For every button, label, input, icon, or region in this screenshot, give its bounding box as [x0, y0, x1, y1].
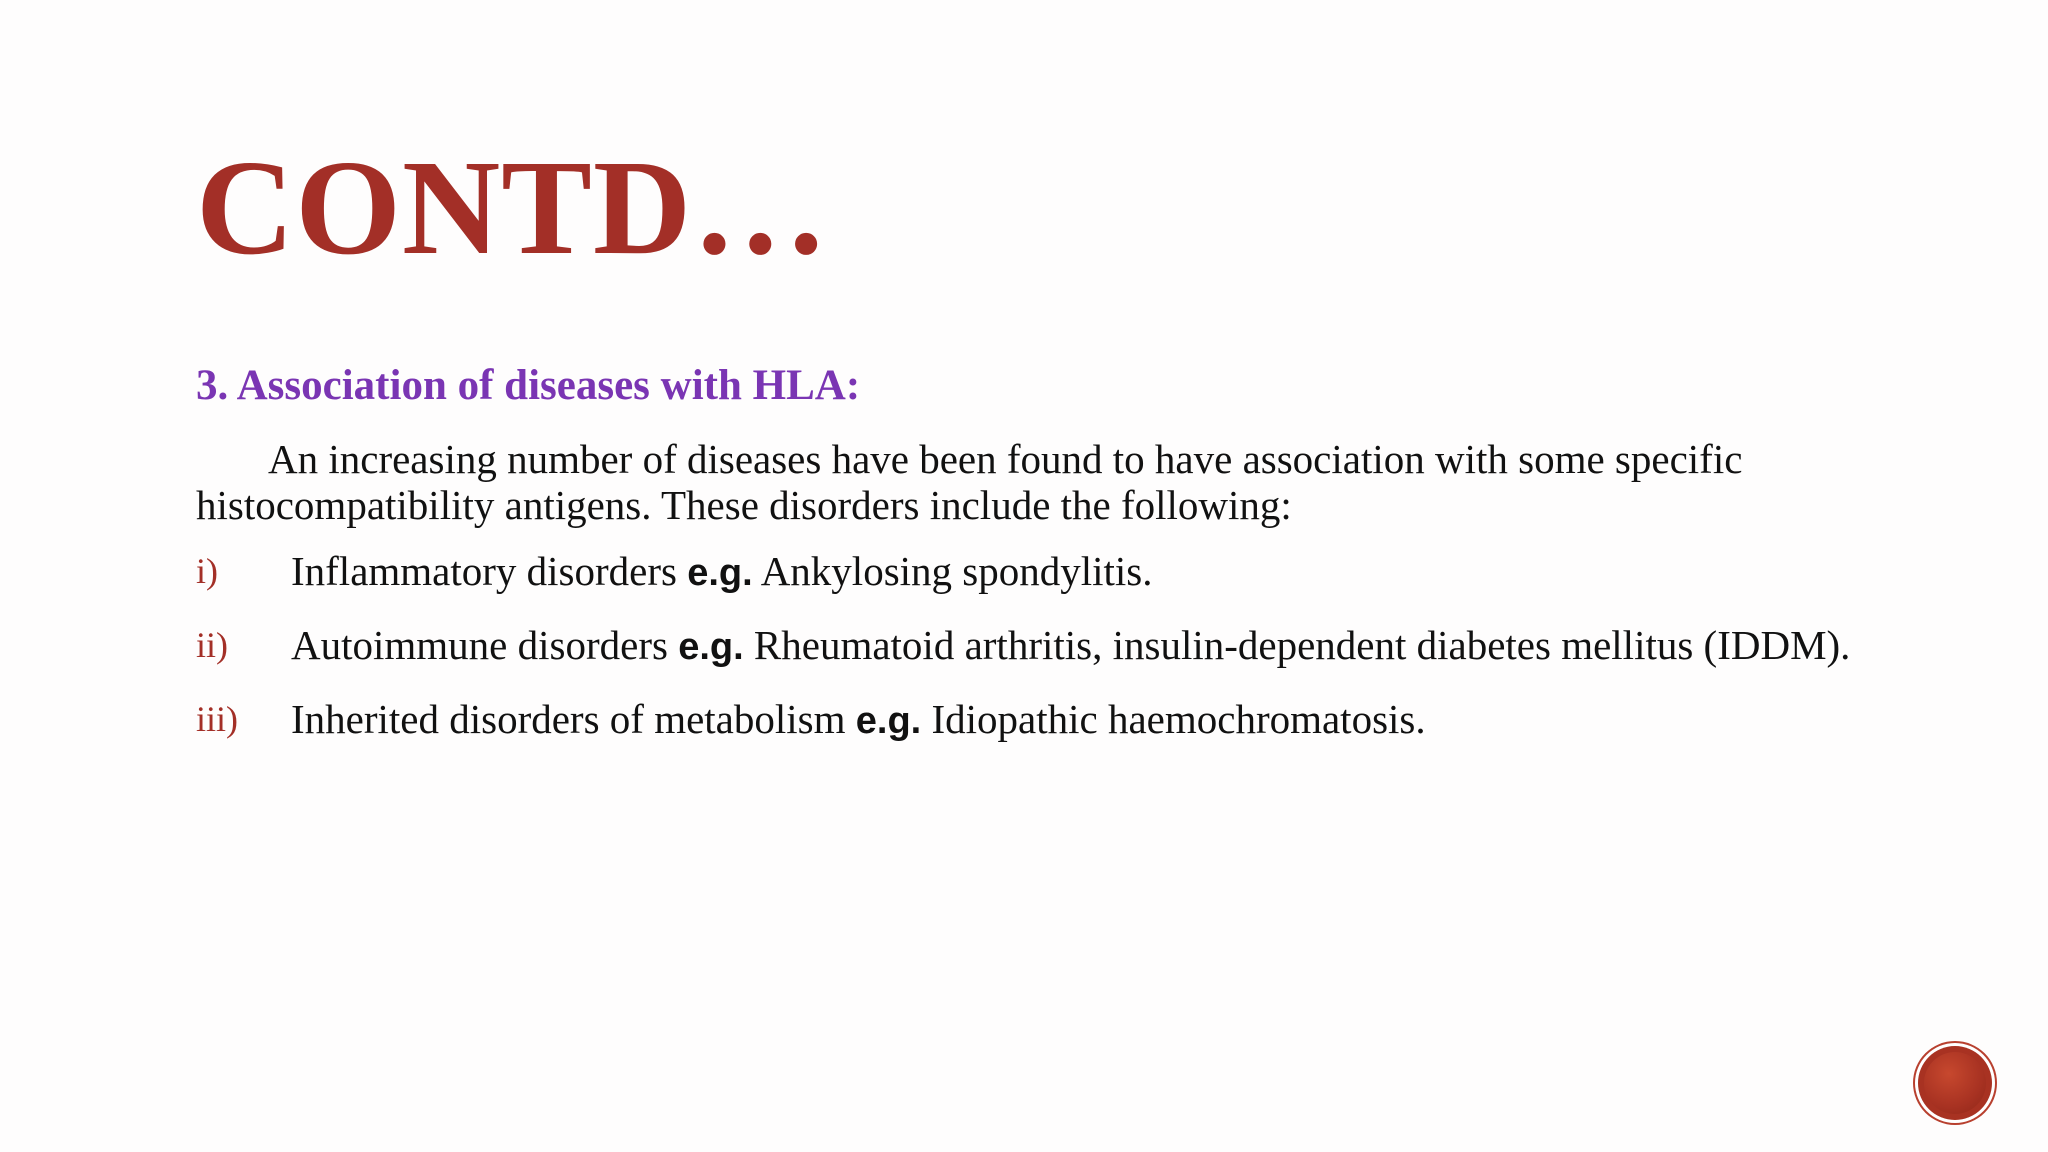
item-text-before: Inherited disorders of metabolism: [291, 696, 856, 742]
item-eg: e.g.: [855, 700, 922, 742]
item-text-after: Idiopathic haemochromatosis.: [921, 696, 1426, 742]
item-text-before: Inflammatory disorders: [291, 548, 688, 594]
slide-title: CONTD…: [196, 133, 830, 283]
list-item: [196, 548, 1876, 596]
item-eg: e.g.: [678, 626, 744, 668]
list-marker: iii): [196, 699, 238, 739]
list-item-text: [291, 696, 1876, 744]
item-eg: e.g.: [687, 552, 753, 594]
item-text-after: Rheumatoid arthritis, insulin-dependent diabetes mellitus (IDDM).: [743, 622, 1851, 668]
list-marker: ii): [196, 625, 228, 665]
item-text-before: Autoimmune disorders: [291, 622, 679, 668]
list-item: [196, 622, 1876, 670]
intro-paragraph: An increasing number of diseases have been found to have association with some specific histocompatibility antigens. These disorders include the following:: [196, 436, 1743, 528]
next-slide-circle-icon[interactable]: [1918, 1046, 1992, 1120]
disorder-list: [196, 548, 1876, 770]
list-marker: i): [196, 551, 218, 591]
list-item-text: [291, 622, 1876, 670]
item-text-after: Ankylosing spondylitis.: [752, 548, 1153, 594]
list-item: [196, 696, 1876, 744]
section-subheading: 3. Association of diseases with HLA:: [196, 362, 861, 409]
list-item-text: [291, 548, 1876, 596]
